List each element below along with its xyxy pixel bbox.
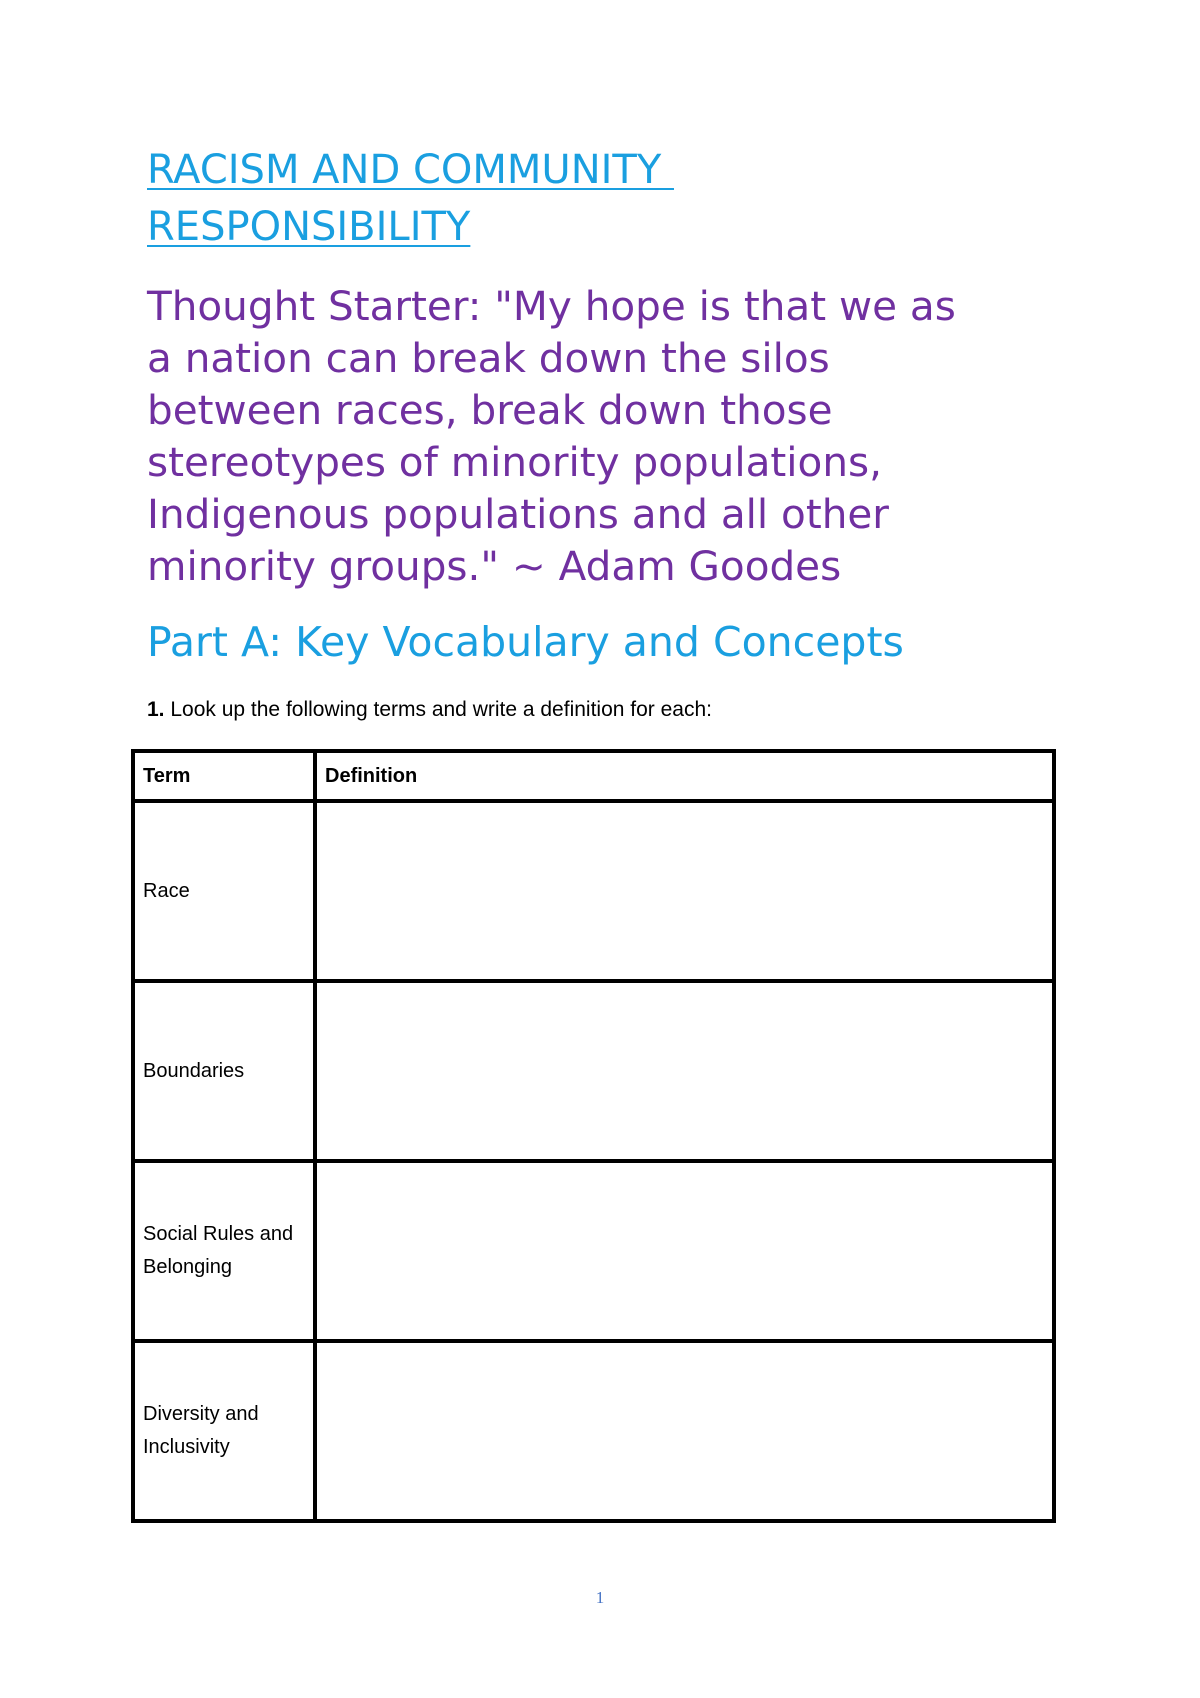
title-line: RACISM AND COMMUNITY — [147, 147, 674, 193]
instruction-text — [147, 696, 712, 724]
term-column-header: Term — [133, 751, 315, 801]
quote-line: Indigenous populations and all other — [147, 490, 889, 538]
table-row — [133, 981, 1054, 1161]
instruction-body: Look up the following terms and write a definition for each: — [164, 698, 712, 721]
quote-line: minority groups." ~ Adam Goodes — [147, 542, 842, 590]
thought-starter-quote — [147, 280, 1077, 592]
part-a-heading: Part A: Key Vocabulary and Concepts — [147, 618, 904, 666]
term-cell: Boundaries — [133, 981, 315, 1161]
term-cell: Race — [133, 801, 315, 981]
definition-column-header: Definition — [315, 751, 1054, 801]
table-header-row — [133, 751, 1054, 801]
quote-line: between races, break down those — [147, 386, 833, 434]
title-line: RESPONSIBILITY — [147, 204, 471, 250]
definition-cell[interactable] — [315, 1161, 1054, 1341]
table-row — [133, 801, 1054, 981]
definition-cell[interactable] — [315, 1341, 1054, 1521]
quote-line: Thought Starter: "My hope is that we as — [147, 282, 956, 330]
table-row — [133, 1341, 1054, 1521]
instruction-number: 1. — [147, 698, 165, 721]
definition-cell[interactable] — [315, 981, 1054, 1161]
term-cell: Social Rules and Belonging — [133, 1161, 315, 1341]
definition-cell[interactable] — [315, 801, 1054, 981]
term-cell: Diversity and Inclusivity — [133, 1341, 315, 1521]
vocabulary-table — [131, 749, 1056, 1523]
quote-line: a nation can break down the silos — [147, 334, 830, 382]
table-row — [133, 1161, 1054, 1341]
quote-line: stereotypes of minority populations, — [147, 438, 882, 486]
document-title — [147, 142, 907, 256]
page-number: 1 — [595, 1588, 605, 1607]
